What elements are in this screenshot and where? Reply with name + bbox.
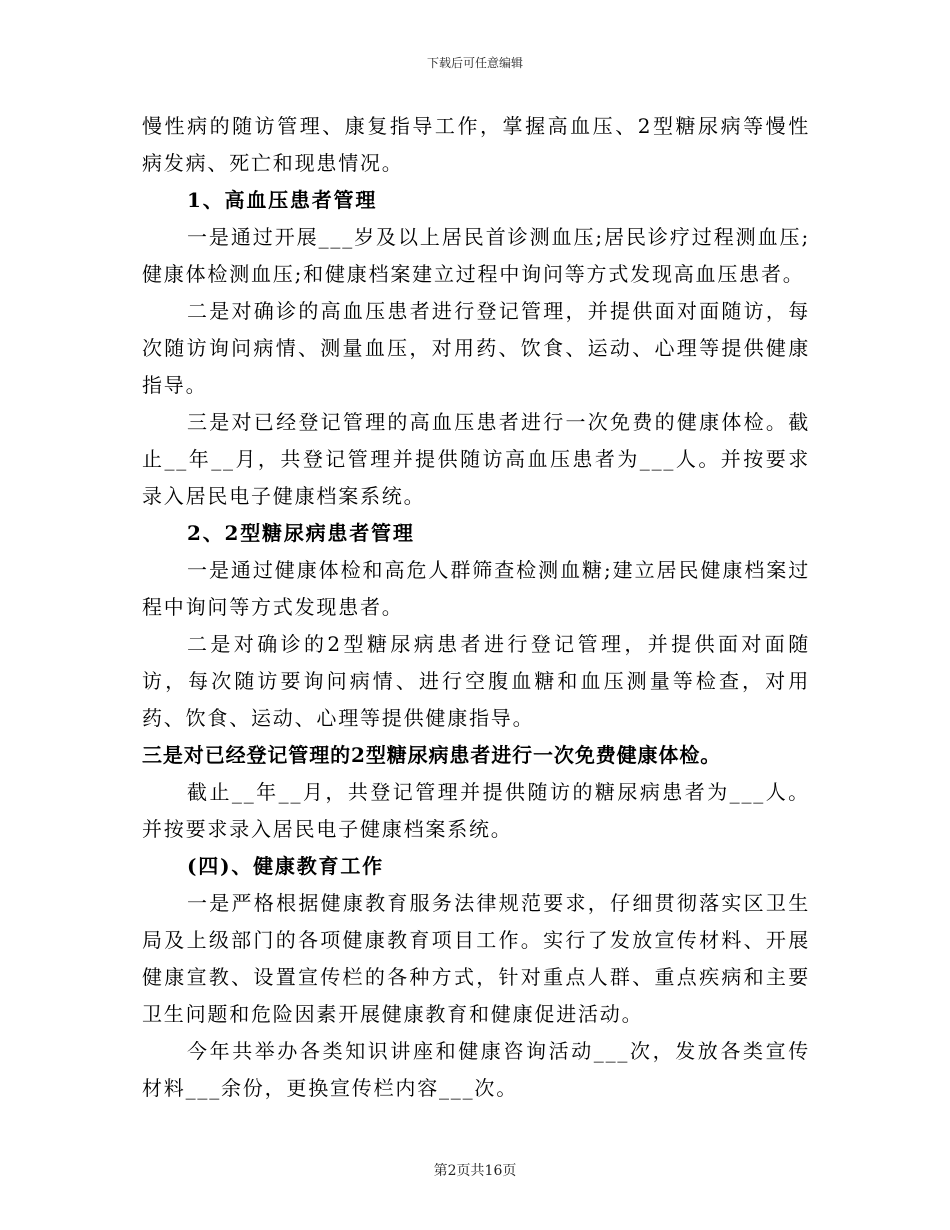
paragraph-hypertension-2: 二是对确诊的高血压患者进行登记管理，并提供面对面随访，每次随访询问病情、测量血压，对用药、饮食、运动、心理等提供健康指导。 bbox=[142, 299, 810, 397]
paragraph-education-2: 今年共举办各类知识讲座和健康咨询活动___次，发放各类宣传材料___余份，更换宣传栏内容___次。 bbox=[142, 1039, 810, 1100]
page-header: 下载后可任意编辑 bbox=[426, 56, 523, 70]
page-footer: 第2页共16页 bbox=[433, 1163, 517, 1179]
heading-health-education: (四)、健康教育工作 bbox=[187, 854, 384, 878]
paragraph-hypertension-3: 三是对已经登记管理的高血压患者进行一次免费的健康体检。截止__年__月，共登记管理并提供随访高血压患者为___人。并按要求录入居民电子健康档案系统。 bbox=[142, 410, 810, 508]
heading-diabetes-management: 2、2型糖尿病患者管理 bbox=[187, 521, 415, 545]
paragraph-diabetes-2: 二是对确诊的2型糖尿病患者进行登记管理，并提供面对面随访，每次随访要询问病情、进行空腹血糖和血压测量等检查，对用药、饮食、运动、心理等提供健康指导。 bbox=[142, 632, 810, 730]
paragraph-hypertension-1: 一是通过开展___岁及以上居民首诊测血压;居民诊疗过程测血压;健康体检测血压;和健康档案建立过程中询问等方式发现高血压患者。 bbox=[142, 225, 810, 286]
heading-hypertension-management: 1、高血压患者管理 bbox=[187, 188, 378, 212]
paragraph-diabetes-1: 一是通过健康体检和高危人群筛查检测血糖;建立居民健康档案过程中询问等方式发现患者。 bbox=[142, 558, 810, 619]
document-body bbox=[142, 108, 810, 1107]
paragraph-diabetes-4: 截止__年__月，共登记管理并提供随访的糖尿病患者为___人。并按要求录入居民电子健康档案系统。 bbox=[142, 780, 810, 841]
paragraph-intro: 慢性病的随访管理、康复指导工作，掌握高血压、2型糖尿病等慢性病发病、死亡和现患情况。 bbox=[142, 114, 810, 175]
paragraph-diabetes-3-bold: 三是对已经登记管理的2型糖尿病患者进行一次免费健康体检。 bbox=[142, 743, 722, 767]
paragraph-education-1: 一是严格根据健康教育服务法律规范要求，仔细贯彻落实区卫生局及上级部门的各项健康教育项目工作。实行了发放宣传材料、开展健康宣教、设置宣传栏的各种方式，针对重点人群、重点疾病和主要卫生问题和危险因素开展健康教育和健康促进活动。 bbox=[142, 891, 810, 1026]
